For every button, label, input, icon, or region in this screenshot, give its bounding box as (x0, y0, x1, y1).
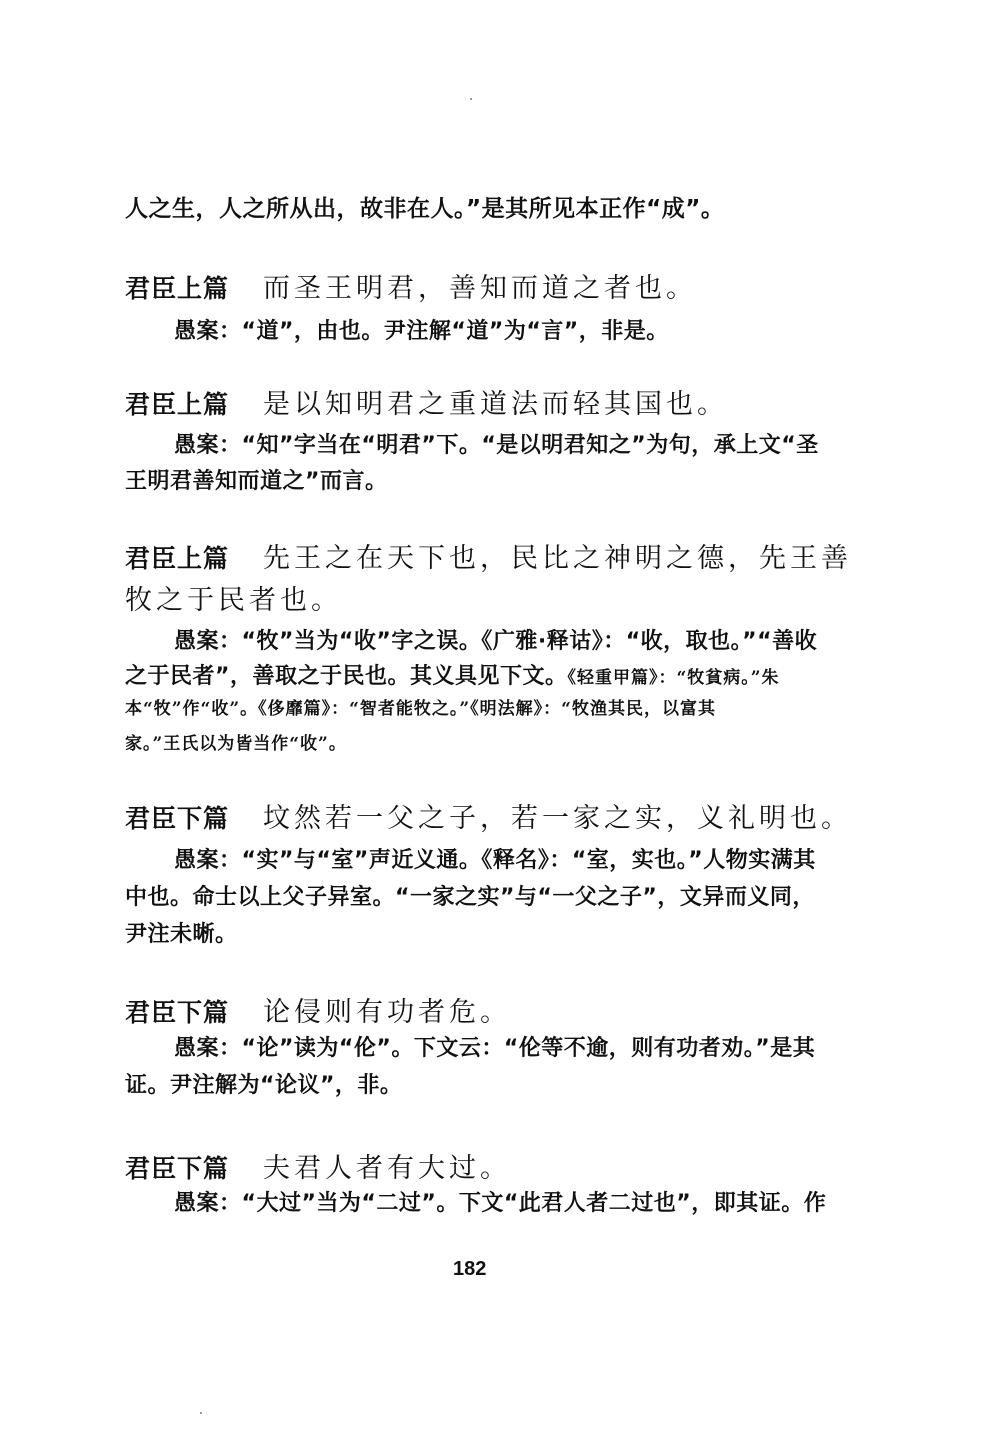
entry-3-title (125, 536, 852, 575)
entry-heading: 君臣下篇 (125, 1154, 230, 1183)
entry-comment-line: 证。尹注解为“论议”，非。 (125, 1073, 403, 1098)
entry-comment-line: 之于民者”，善取之于民也。其义具见下文。 (125, 664, 568, 689)
entry-comment-line: 愚案：“实”与“室”声近义通。《释名》：“室，实也。”人物实满其 (174, 848, 816, 873)
entry-heading: 君臣上篇 (125, 390, 230, 419)
opening-line: 人之生，人之所从出，故非在人。”是其所见本正作“成”。 (125, 196, 725, 222)
page-number: 182 (453, 1258, 487, 1280)
entry-comment-line: 愚案：“牧”当为“收”字之误。《广雅·释诂》：“收，取也。”“善收 (174, 629, 818, 654)
entry-quote-continuation: 牧之于民者也。 (125, 585, 342, 616)
entry-comment-line: 愚案：“论”读为“伦”。下文云：“伦等不逾，则有功者劝。”是其 (174, 1036, 816, 1061)
entry-6-title (125, 1146, 511, 1185)
entry-quote: 夫君人者有大过。 (263, 1153, 512, 1184)
entry-comment-line: 愚案：“大过”当为“二过”。下文“此君人者二过也”，即其证。作 (174, 1191, 827, 1216)
entry-heading: 君臣上篇 (125, 274, 230, 303)
entry-comment-line: 愚案：“知”字当在“明君”下。“是以明君知之”为句，承上文“圣 (174, 433, 819, 458)
entry-heading: 君臣上篇 (125, 544, 230, 573)
entry-small-note: 《轻重甲篇》：“牧貧病。”朱 (567, 668, 780, 688)
entry-comment-mixed-line (125, 659, 780, 690)
entry-quote: 先王之在天下也，民比之神明之德，先王善 (263, 543, 853, 574)
entry-small-note: 家。”王氏以为皆当作“收”。 (125, 734, 347, 754)
entry-comment-line: 中也。命士以上父子异室。“一家之实”与“一父之子”，文异而义同， (125, 885, 815, 910)
entry-quote: 而圣王明君，善知而道之者也。 (263, 273, 698, 304)
entry-5-title (125, 990, 511, 1029)
entry-heading: 君臣下篇 (125, 804, 230, 833)
entry-heading: 君臣下篇 (125, 998, 230, 1027)
entry-quote: 是以知明君之重道法而轻其国也。 (263, 389, 729, 420)
entry-quote: 论侵则有功者危。 (263, 997, 512, 1028)
scan-speck (470, 98, 472, 100)
entry-small-note: 本“牧”作“收”。《侈靡篇》：“智者能牧之。”《明法解》：“牧渔其民，以富其 (125, 699, 716, 719)
entry-4-title (125, 796, 852, 835)
scan-speck (200, 1412, 202, 1414)
entry-comment-line: 愚案：“道”，由也。尹注解“道”为“言”，非是。 (174, 319, 669, 344)
entry-comment-line: 尹注未晰。 (125, 922, 238, 947)
entry-2-title (125, 382, 728, 421)
entry-quote: 坟然若一父之子，若一家之实，义礼明也。 (263, 803, 853, 834)
entry-comment-line: 王明君善知而道之”而言。 (125, 469, 388, 494)
entry-1-title (125, 266, 697, 305)
